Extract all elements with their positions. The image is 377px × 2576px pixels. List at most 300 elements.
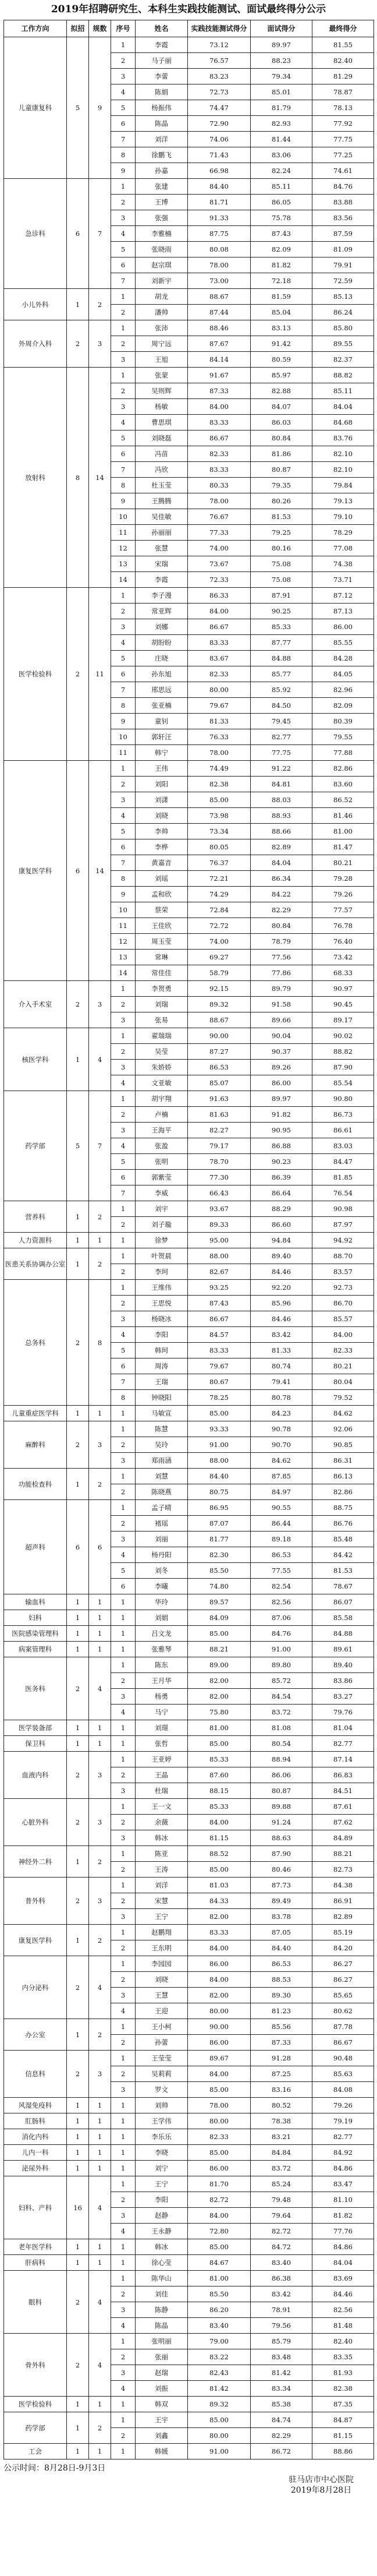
practice-score-cell: 92.15 <box>188 981 251 997</box>
practice-score-cell: 85.50 <box>188 1563 251 1579</box>
practice-score-cell: 83.67 <box>188 651 251 666</box>
practice-score-cell: 86.53 <box>188 1060 251 1075</box>
interview-score-cell: 83.78 <box>251 1909 312 1925</box>
header-interview: 面试得分 <box>251 20 312 37</box>
table-row <box>4 1626 374 1642</box>
table-row <box>4 2412 374 2428</box>
name-cell: 王亚婷 <box>136 1752 188 1767</box>
practice-score-cell: 85.00 <box>188 2412 251 2428</box>
practice-score-cell: 84.14 <box>188 352 251 368</box>
practice-score-cell: 82.67 <box>188 1264 251 1280</box>
ratio-cell: 2 <box>89 1846 111 1878</box>
name-cell: 李乐乐 <box>136 2129 188 2145</box>
seq-cell: 4 <box>111 1138 136 1154</box>
interview-score-cell: 88.66 <box>251 824 312 839</box>
seq-cell: 1 <box>111 1610 136 1626</box>
name-cell: 陈静 <box>136 2302 188 2318</box>
practice-score-cell: 79.67 <box>188 698 251 714</box>
seq-cell: 1 <box>111 1594 136 1610</box>
final-score-cell: 86.00 <box>312 619 374 635</box>
interview-score-cell: 86.38 <box>251 2271 312 2286</box>
final-score-cell: 85.55 <box>312 635 374 651</box>
practice-score-cell: 84.00 <box>188 1972 251 1988</box>
final-score-cell: 82.10 <box>312 446 374 462</box>
final-score-cell: 76.78 <box>312 918 374 934</box>
ratio-cell: 2 <box>89 2412 111 2444</box>
interview-score-cell: 81.42 <box>251 2365 312 2381</box>
final-score-cell: 84.62 <box>312 1406 374 1421</box>
seq-cell: 1 <box>111 2444 136 2459</box>
seq-cell: 3 <box>111 210 136 226</box>
interview-score-cell: 87.05 <box>251 1925 312 1940</box>
final-score-cell: 84.88 <box>312 1626 374 1642</box>
table-row <box>4 37 374 53</box>
planned-cell: 1 <box>67 1720 89 1736</box>
interview-score-cell: 89.80 <box>251 1657 312 1673</box>
ratio-cell: 3 <box>89 1878 111 1925</box>
planned-cell: 1 <box>67 1642 89 1657</box>
final-score-cell: 88.75 <box>312 1500 374 1516</box>
seq-cell: 9 <box>111 714 136 729</box>
seq-cell: 1 <box>111 1500 136 1516</box>
practice-score-cell: 88.15 <box>188 1783 251 1799</box>
table-row <box>4 1610 374 1626</box>
interview-score-cell: 90.78 <box>251 1421 312 1437</box>
interview-score-cell: 85.56 <box>251 2019 312 2035</box>
practice-score-cell: 93.33 <box>188 1421 251 1437</box>
seq-cell: 8 <box>111 147 136 163</box>
seq-cell: 7 <box>111 462 136 478</box>
final-score-cell: 84.76 <box>312 179 374 195</box>
interview-score-cell: 81.08 <box>251 1720 312 1736</box>
seq-cell: 3 <box>111 1060 136 1075</box>
name-cell: 张建 <box>136 179 188 195</box>
practice-score-cell: 83.33 <box>188 462 251 478</box>
seq-cell: 1 <box>111 1028 136 1044</box>
interview-score-cell: 87.90 <box>251 1846 312 1862</box>
final-score-cell: 79.84 <box>312 478 374 493</box>
ratio-cell: 1 <box>89 1720 111 1736</box>
final-score-cell: 84.86 <box>312 2161 374 2176</box>
final-score-cell: 82.56 <box>312 2302 374 2318</box>
dept-cell: 儿童康复科 <box>4 37 67 179</box>
practice-score-cell: 85.00 <box>188 1736 251 1752</box>
final-score-cell: 84.51 <box>312 1783 374 1799</box>
seq-cell: 1 <box>111 1657 136 1673</box>
final-score-cell: 86.70 <box>312 1296 374 1311</box>
table-body <box>4 37 374 2459</box>
final-score-cell: 85.48 <box>312 1532 374 1547</box>
final-score-cell: 78.67 <box>312 1579 374 1594</box>
final-score-cell: 90.45 <box>312 997 374 1012</box>
interview-score-cell: 87.33 <box>251 2035 312 2051</box>
dept-cell: 肛肠科 <box>4 2113 67 2129</box>
interview-score-cell: 82.29 <box>251 2428 312 2444</box>
final-score-cell: 77.76 <box>312 2224 374 2239</box>
practice-score-cell: 82.38 <box>188 777 251 792</box>
seq-cell: 2 <box>111 1815 136 1830</box>
name-cell: 褚瑶 <box>136 1516 188 1532</box>
dept-cell: 小儿外科 <box>4 289 67 320</box>
table-row <box>4 1657 374 1673</box>
final-score-cell: 77.92 <box>312 116 374 132</box>
name-cell: 王维伟 <box>136 1280 188 1296</box>
final-score-cell: 85.65 <box>312 1988 374 2003</box>
interview-score-cell: 89.88 <box>251 1799 312 1815</box>
final-score-cell: 80.21 <box>312 855 374 871</box>
dept-cell: 内分泌科 <box>4 1956 67 2019</box>
name-cell: 马敏宣 <box>136 1406 188 1421</box>
planned-cell: 2 <box>67 2271 89 2334</box>
interview-score-cell: 81.79 <box>251 100 312 116</box>
interview-score-cell: 80.74 <box>251 1358 312 1374</box>
final-score-cell: 87.61 <box>312 1799 374 1815</box>
dept-cell: 消化内科 <box>4 2129 67 2145</box>
ratio-cell: 14 <box>89 761 111 981</box>
planned-cell: 1 <box>67 2098 89 2113</box>
practice-score-cell: 72.21 <box>188 871 251 887</box>
name-cell: 吴则辉 <box>136 383 188 399</box>
practice-score-cell: 84.33 <box>188 1893 251 1909</box>
seq-cell: 1 <box>111 2412 136 2428</box>
seq-cell: 7 <box>111 132 136 147</box>
name-cell: 刘冬 <box>136 1563 188 1579</box>
name-cell: 王博 <box>136 195 188 210</box>
interview-score-cell: 86.05 <box>251 195 312 210</box>
interview-score-cell: 78.91 <box>251 2302 312 2318</box>
name-cell: 马子丽 <box>136 53 188 69</box>
name-cell: 王一文 <box>136 1799 188 1815</box>
name-cell: 李贺勇 <box>136 981 188 997</box>
seq-cell: 3 <box>111 1783 136 1799</box>
planned-cell: 1 <box>67 1469 89 1500</box>
planned-cell: 1 <box>67 2113 89 2129</box>
final-score-cell: 79.52 <box>312 1390 374 1406</box>
name-cell: 常佳佳 <box>136 965 188 981</box>
seq-cell: 1 <box>111 1280 136 1296</box>
practice-score-cell: 84.00 <box>188 399 251 415</box>
practice-score-cell: 73.12 <box>188 37 251 53</box>
name-cell: 刘鑫 <box>136 2428 188 2444</box>
practice-score-cell: 84.40 <box>188 179 251 195</box>
name-cell: 韩双 <box>136 2397 188 2412</box>
planned-cell: 6 <box>67 761 89 981</box>
name-cell: 李阳 <box>136 2192 188 2208</box>
practice-score-cell: 74.80 <box>188 1579 251 1594</box>
final-score-cell: 82.77 <box>312 2129 374 2145</box>
name-cell: 王慧 <box>136 1988 188 2003</box>
final-score-cell: 79.13 <box>312 493 374 509</box>
interview-score-cell: 80.84 <box>251 918 312 934</box>
interview-score-cell: 79.45 <box>251 714 312 729</box>
final-score-cell: 90.98 <box>312 1201 374 1217</box>
final-score-cell: 81.48 <box>312 2318 374 2334</box>
name-cell: 王旭 <box>136 352 188 368</box>
name-cell: 叶贺晨 <box>136 1248 188 1264</box>
interview-score-cell: 88.29 <box>251 1201 312 1217</box>
interview-score-cell: 84.50 <box>251 698 312 714</box>
interview-score-cell: 86.34 <box>251 871 312 887</box>
interview-score-cell: 80.54 <box>251 1736 312 1752</box>
planned-cell: 2 <box>67 1878 89 1925</box>
seq-cell: 2 <box>111 1893 136 1909</box>
name-cell: 张易 <box>136 1012 188 1028</box>
seq-cell: 1 <box>111 1878 136 1893</box>
dept-cell: 总务科 <box>4 1280 67 1406</box>
final-score-cell: 87.78 <box>312 2019 374 2035</box>
final-score-cell: 82.77 <box>312 1736 374 1752</box>
interview-score-cell: 84.97 <box>251 1484 312 1500</box>
name-cell: 胡盼盼 <box>136 635 188 651</box>
seq-cell: 3 <box>111 1689 136 1705</box>
practice-score-cell: 86.00 <box>188 2035 251 2051</box>
interview-score-cell: 82.24 <box>251 163 312 179</box>
seq-cell: 14 <box>111 965 136 981</box>
interview-score-cell: 86.06 <box>251 1767 312 1783</box>
final-score-cell: 84.42 <box>312 1547 374 1563</box>
interview-score-cell: 84.76 <box>251 1626 312 1642</box>
name-cell: 王腾腾 <box>136 493 188 509</box>
seq-cell: 2 <box>111 1940 136 1956</box>
name-cell: 常琳 <box>136 950 188 965</box>
name-cell: 张明丽 <box>136 2334 188 2349</box>
practice-score-cell: 82.00 <box>188 1673 251 1689</box>
interview-score-cell: 84.88 <box>251 651 312 666</box>
interview-score-cell: 81.59 <box>251 289 312 305</box>
name-cell: 李蕾 <box>136 69 188 84</box>
name-cell: 刘洋 <box>136 132 188 147</box>
seq-cell: 1 <box>111 2397 136 2412</box>
interview-score-cell: 75.08 <box>251 556 312 572</box>
table-row <box>4 320 374 336</box>
interview-score-cell: 80.52 <box>251 2098 312 2113</box>
final-score-cell: 82.37 <box>312 352 374 368</box>
name-cell: 刘晓 <box>136 808 188 824</box>
name-cell: 徐梦 <box>136 1233 188 1248</box>
ratio-cell: 2 <box>89 2019 111 2051</box>
final-score-cell: 87.13 <box>312 604 374 619</box>
final-score-cell: 81.15 <box>312 2428 374 2444</box>
final-score-cell: 74.61 <box>312 163 374 179</box>
name-cell: 刘璟 <box>136 1720 188 1736</box>
interview-score-cell: 85.92 <box>251 682 312 698</box>
practice-score-cell: 58.79 <box>188 965 251 981</box>
planned-cell: 2 <box>67 1421 89 1469</box>
interview-score-cell: 79.56 <box>251 2318 312 2334</box>
interview-score-cell: 84.40 <box>251 1940 312 1956</box>
name-cell: 刘子璇 <box>136 1217 188 1233</box>
practice-score-cell: 76.57 <box>188 53 251 69</box>
ratio-cell: 14 <box>89 368 111 588</box>
practice-score-cell: 86.67 <box>188 1311 251 1327</box>
name-cell: 徐心莹 <box>136 2255 188 2271</box>
table-row <box>4 1594 374 1610</box>
practice-score-cell: 84.00 <box>188 1815 251 1830</box>
practice-score-cell: 80.75 <box>188 1484 251 1500</box>
name-cell: 冯欣 <box>136 462 188 478</box>
practice-score-cell: 91.67 <box>188 368 251 383</box>
practice-score-cell: 87.07 <box>188 1516 251 1532</box>
interview-score-cell: 87.91 <box>251 588 312 604</box>
interview-score-cell: 80.26 <box>251 493 312 509</box>
practice-score-cell: 84.00 <box>188 1940 251 1956</box>
interview-score-cell: 89.18 <box>251 1532 312 1547</box>
dept-cell: 神经外二科 <box>4 1846 67 1878</box>
practice-score-cell: 87.75 <box>188 226 251 242</box>
practice-score-cell: 89.57 <box>188 1594 251 1610</box>
seq-cell: 2 <box>111 1264 136 1280</box>
final-score-cell: 82.89 <box>312 1909 374 1925</box>
seq-cell: 9 <box>111 887 136 902</box>
final-score-cell: 76.54 <box>312 1185 374 1201</box>
table-row <box>4 1469 374 1484</box>
name-cell: 王东明 <box>136 1940 188 1956</box>
name-cell: 刘佳 <box>136 2286 188 2302</box>
ratio-cell: 4 <box>89 2271 111 2334</box>
interview-score-cell: 90.25 <box>251 604 312 619</box>
final-score-cell: 84.28 <box>312 651 374 666</box>
name-cell: 孙嘉 <box>136 163 188 179</box>
seq-cell: 2 <box>111 53 136 69</box>
practice-score-cell: 87.44 <box>188 305 251 320</box>
table-row <box>4 1736 374 1752</box>
practice-score-cell: 85.07 <box>188 1075 251 1091</box>
name-cell: 李威 <box>136 1185 188 1201</box>
practice-score-cell: 82.43 <box>188 2365 251 2381</box>
final-score-cell: 73.42 <box>312 950 374 965</box>
interview-score-cell: 89.97 <box>251 37 312 53</box>
seq-cell: 7 <box>111 1374 136 1390</box>
practice-score-cell: 91.00 <box>188 1437 251 1453</box>
final-score-cell: 86.52 <box>312 792 374 808</box>
name-cell: 王宁 <box>136 1909 188 1925</box>
final-score-cell: 79.26 <box>312 887 374 902</box>
name-cell: 曹思琪 <box>136 415 188 430</box>
seq-cell: 11 <box>111 745 136 761</box>
practice-score-cell: 88.46 <box>188 320 251 336</box>
final-score-cell: 83.86 <box>312 1673 374 1689</box>
name-cell: 孟和欣 <box>136 887 188 902</box>
practice-score-cell: 71.43 <box>188 147 251 163</box>
planned-cell: 2 <box>67 1657 89 1720</box>
practice-score-cell: 85.00 <box>188 2239 251 2255</box>
interview-score-cell: 84.62 <box>251 1453 312 1469</box>
seq-cell: 1 <box>111 588 136 604</box>
name-cell: 童钊 <box>136 714 188 729</box>
name-cell: 张明 <box>136 1154 188 1170</box>
planned-cell: 5 <box>67 37 89 179</box>
final-score-cell: 72.59 <box>312 273 374 289</box>
name-cell: 张强 <box>136 210 188 226</box>
final-score-cell: 83.76 <box>312 430 374 446</box>
name-cell: 陈晶 <box>136 2318 188 2334</box>
dept-cell: 康复医学科 <box>4 761 67 981</box>
seq-cell: 10 <box>111 902 136 918</box>
planned-cell: 1 <box>67 1406 89 1421</box>
name-cell: 余薇 <box>136 1815 188 1830</box>
practice-score-cell: 85.00 <box>188 2145 251 2161</box>
interview-score-cell: 85.04 <box>251 305 312 320</box>
interview-score-cell: 79.25 <box>251 525 312 541</box>
interview-score-cell: 83.40 <box>251 2255 312 2271</box>
practice-score-cell: 75.80 <box>188 1705 251 1720</box>
name-cell: 冯苗 <box>136 446 188 462</box>
interview-score-cell: 91.28 <box>251 2051 312 2066</box>
final-score-cell: 77.88 <box>312 745 374 761</box>
ratio-cell: 1 <box>89 1594 111 1610</box>
seq-cell: 1 <box>111 2019 136 2035</box>
final-score-cell: 68.33 <box>312 965 374 981</box>
table-row <box>4 2255 374 2271</box>
seq-cell: 8 <box>111 478 136 493</box>
ratio-cell: 7 <box>89 179 111 289</box>
practice-score-cell: 83.40 <box>188 2318 251 2334</box>
table-row <box>4 2239 374 2255</box>
practice-score-cell: 84.00 <box>188 2208 251 2224</box>
ratio-cell: 3 <box>89 1752 111 1799</box>
interview-score-cell: 91.22 <box>251 761 312 777</box>
name-cell: 杨勇 <box>136 1689 188 1705</box>
practice-score-cell: 82.30 <box>188 1547 251 1563</box>
interview-score-cell: 86.53 <box>251 1547 312 1563</box>
dept-cell: 妇科、产科 <box>4 2176 67 2239</box>
practice-score-cell: 84.00 <box>188 2066 251 2082</box>
dept-cell: 医学装备部 <box>4 1720 67 1736</box>
final-score-cell: 94.92 <box>312 1233 374 1248</box>
name-cell: 文亚敏 <box>136 1075 188 1091</box>
table-row <box>4 2098 374 2113</box>
name-cell: 马宁 <box>136 1705 188 1720</box>
interview-score-cell: 81.82 <box>251 257 312 273</box>
final-score-cell: 84.47 <box>312 1154 374 1170</box>
interview-score-cell: 84.72 <box>251 2239 312 2255</box>
planned-cell: 2 <box>67 320 89 368</box>
seq-cell: 2 <box>111 1437 136 1453</box>
dept-cell: 药学部 <box>4 1091 67 1201</box>
seq-cell: 1 <box>111 1799 136 1815</box>
seq-cell: 4 <box>111 808 136 824</box>
interview-score-cell: 85.72 <box>251 1673 312 1689</box>
practice-score-cell: 72.90 <box>188 116 251 132</box>
page-title: 2019年招聘研究生、本科生实践技能测试、面试最终得分公示 <box>51 3 326 15</box>
final-score-cell: 82.09 <box>312 698 374 714</box>
ratio-cell: 2 <box>89 1469 111 1500</box>
seq-cell: 3 <box>111 2365 136 2381</box>
ratio-cell: 4 <box>89 1657 111 1720</box>
dept-cell: 营养科 <box>4 1201 67 1233</box>
final-score-cell: 83.56 <box>312 210 374 226</box>
name-cell: 孙丽丽 <box>136 525 188 541</box>
seq-cell: 5 <box>111 100 136 116</box>
interview-score-cell: 82.89 <box>251 839 312 855</box>
name-cell: 李曦 <box>136 1579 188 1594</box>
seq-cell: 3 <box>111 1453 136 1469</box>
table-row <box>4 1233 374 1248</box>
practice-score-cell: 89.67 <box>188 2051 251 2066</box>
dept-cell: 医学检验科 <box>4 588 67 761</box>
interview-score-cell: 77.75 <box>251 745 312 761</box>
practice-score-cell: 85.00 <box>188 1626 251 1642</box>
dept-cell: 医学检验科 <box>4 2397 67 2412</box>
interview-score-cell: 80.46 <box>251 1862 312 1878</box>
name-cell: 李帅 <box>136 824 188 839</box>
practice-score-cell: 82.33 <box>188 2129 251 2145</box>
interview-score-cell: 79.48 <box>251 2192 312 2208</box>
planned-cell: 2 <box>67 588 89 761</box>
interview-score-cell: 84.04 <box>251 855 312 871</box>
interview-score-cell: 90.04 <box>251 1028 312 1044</box>
planned-cell: 6 <box>67 1500 89 1594</box>
